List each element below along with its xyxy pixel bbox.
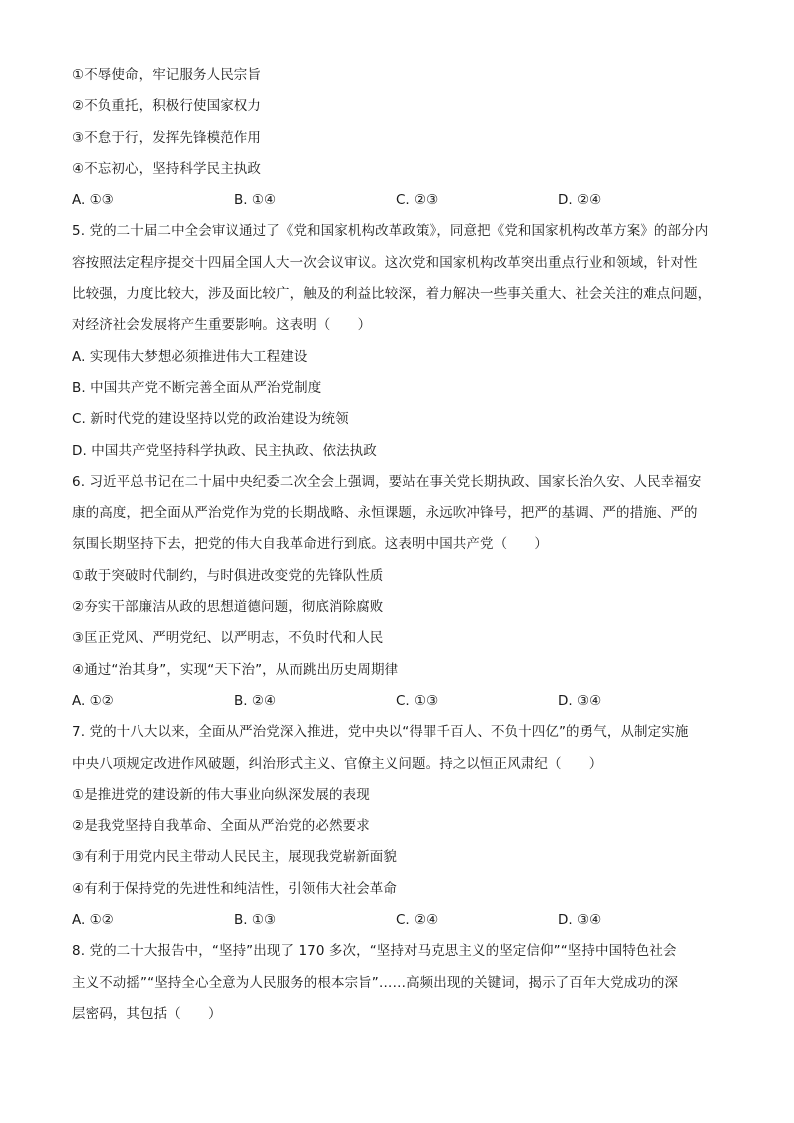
q8-stem-line-1: 8. 党的二十大报告中，“坚持”出现了 170 多次，“坚持对马克思主义的坚定信仰”“坚持中国特色社会 xyxy=(72,943,677,960)
q4-item-2: ②不负重托，积极行使国家权力 xyxy=(72,98,262,115)
q5-option-c: C. 新时代党的建设坚持以党的政治建设为统领 xyxy=(72,411,349,428)
q5-stem-line-3: 比较强，力度比较大，涉及面比较广，触及的利益比较深，着力解决一些事关重大、社会关注的难点问题， xyxy=(72,286,712,303)
q6-option-b: B. ②④ xyxy=(234,692,277,709)
q6-options xyxy=(72,686,738,717)
q6-stem-line-3: 氛围长期坚持下去，把党的伟大自我革命进行到底。这表明中国共产党（ ） xyxy=(72,536,548,553)
q7-stem-line-1: 7. 党的十八大以来，全面从严治党深入推进，党中央以“得罪千百人、不负十四亿”的勇气，从制定实施 xyxy=(72,724,689,741)
q6-stem-line-1: 6. 习近平总书记在二十届中央纪委二次全会上强调，要站在事关党长期执政、国家长治久安、人民幸福安 xyxy=(72,473,702,490)
q6-option-a: A. ①② xyxy=(72,692,114,709)
q7-item-4: ④有利于保持党的先进性和纯洁性，引领伟大社会革命 xyxy=(72,880,398,897)
q7-options xyxy=(72,905,738,936)
exam-page xyxy=(72,60,738,1030)
q7-option-d: D. ③④ xyxy=(558,912,602,929)
q4-item-3: ③不怠于行，发挥先锋模范作用 xyxy=(72,129,262,146)
q6-option-c: C. ①③ xyxy=(396,692,439,709)
q4-item-4: ④不忘初心，坚持科学民主执政 xyxy=(72,160,262,177)
question-7 xyxy=(72,717,738,936)
q4-option-c: C. ②③ xyxy=(396,192,439,209)
q7-option-c: C. ②④ xyxy=(396,912,439,929)
q4-options xyxy=(72,185,738,216)
q7-item-2: ②是我党坚持自我革命、全面从严治党的必然要求 xyxy=(72,818,370,835)
q7-stem-line-2: 中央八项规定改进作风破题，纠治形式主义、官僚主义问题。持之以恒正风肃纪（ ） xyxy=(72,755,603,772)
q5-stem-line-2: 容按照法定程序提交十四届全国人大一次会议审议。这次党和国家机构改革突出重点行业和领域，针对性 xyxy=(72,254,698,271)
q4-option-b: B. ①④ xyxy=(234,192,277,209)
question-5 xyxy=(72,216,738,466)
question-6 xyxy=(72,467,738,717)
q5-option-a: A. 实现伟大梦想必须推进伟大工程建设 xyxy=(72,348,308,365)
q7-option-a: A. ①② xyxy=(72,912,114,929)
q5-stem-line-4: 对经济社会发展将产生重要影响。这表明（ ） xyxy=(72,317,372,334)
q5-option-b: B. 中国共产党不断完善全面从严治党制度 xyxy=(72,379,322,396)
q6-item-3: ③匡正党风、严明党纪、以严明志，不负时代和人民 xyxy=(72,630,384,647)
q7-option-b: B. ①③ xyxy=(234,912,277,929)
q8-stem-line-3: 层密码，其包括（ ） xyxy=(72,1005,222,1022)
q6-item-2: ②夯实干部廉洁从政的思想道德问题，彻底消除腐败 xyxy=(72,599,384,616)
q8-stem-line-2: 主义不动摇”“坚持全心全意为人民服务的根本宗旨”……高频出现的关键词，揭示了百年大党成功的深 xyxy=(72,974,679,991)
q6-item-1: ①敢于突破时代制约，与时俱进改变党的先锋队性质 xyxy=(72,567,384,584)
q6-option-d: D. ③④ xyxy=(558,692,602,709)
q7-item-3: ③有利于用党内民主带动人民民主，展现我党崭新面貌 xyxy=(72,849,398,866)
question-4 xyxy=(72,60,738,216)
q4-item-1: ①不辱使命，牢记服务人民宗旨 xyxy=(72,67,262,83)
q6-stem-line-2: 康的高度，把全面从严治党作为党的长期战略、永恒课题，永远吹冲锋号，把严的基调、严的措施、严的 xyxy=(72,505,698,522)
q5-stem-line-1: 5. 党的二十届二中全会审议通过了《党和国家机构改革政策》，同意把《党和国家机构改革方案》的部分内 xyxy=(72,223,709,240)
q6-item-4: ④通过“治其身”，实现“天下治”，从而跳出历史周期律 xyxy=(72,661,399,678)
question-8 xyxy=(72,936,738,1030)
q7-item-1: ①是推进党的建设新的伟大事业向纵深发展的表现 xyxy=(72,786,370,803)
q4-option-d: D. ②④ xyxy=(558,192,602,209)
q4-option-a: A. ①③ xyxy=(72,192,114,209)
q5-option-d: D. 中国共产党坚持科学执政、民主执政、依法执政 xyxy=(72,442,377,459)
